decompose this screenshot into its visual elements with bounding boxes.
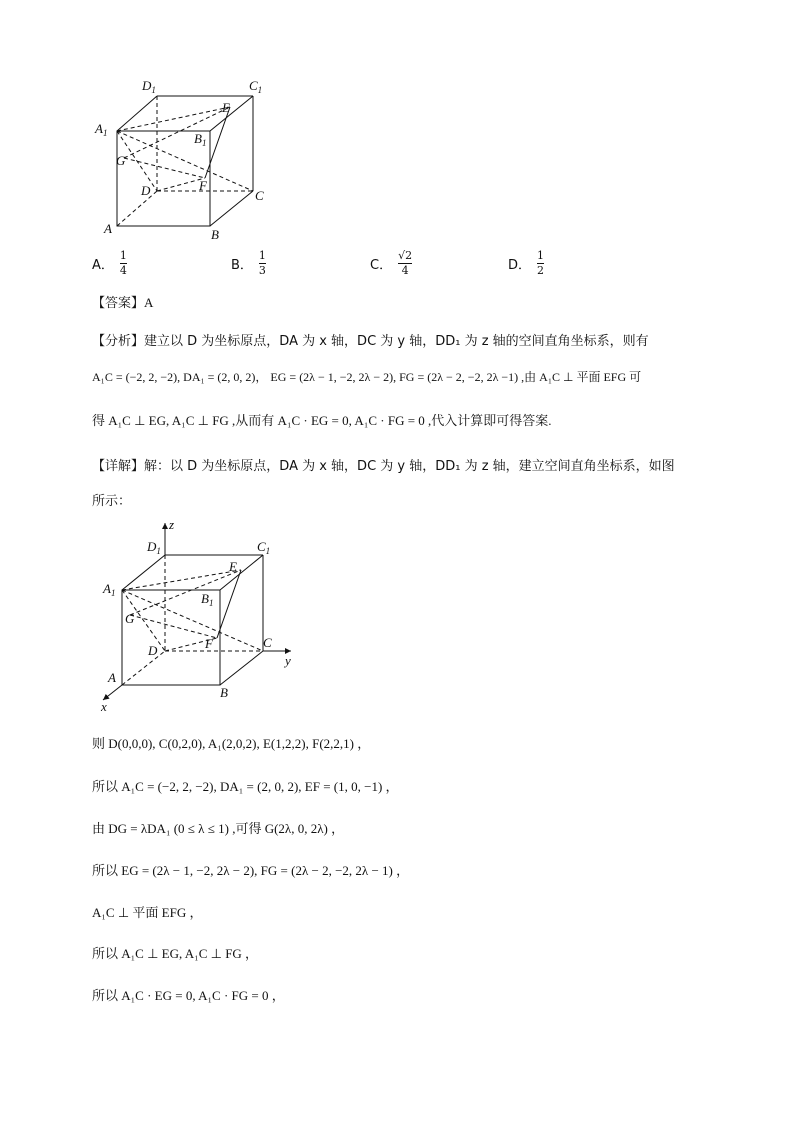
analysis-line-1: 【分析】建立以 D 为坐标原点，DA 为 x 轴，DC 为 y 轴，DD₁ 为 z 轴的空间直角坐标系，则有 (92, 334, 649, 349)
analysis-line-3: 得 A₁C ⊥ EG, A₁C ⊥ FG ,从而有 A₁C · EG = 0, A₁C · FG = 0 ,代入计算即可得答案. (92, 413, 552, 428)
detail-line-2: 所示： (92, 494, 132, 509)
axis-y-label: y (285, 653, 291, 668)
fraction: $\frac{1}{3}$ (258, 249, 266, 277)
label-D1: D (142, 78, 152, 93)
step-1: 则 D(0,0,0), C(0,2,0), A₁(2,0,2), E(1,2,2), F(2,2,1) ， (92, 736, 371, 751)
step-3: 由 DG = λDA₁ (0 ≤ λ ≤ 1) ,可得 G(2λ, 0, 2λ) ， (92, 821, 345, 836)
cube-diagram-2 (95, 515, 315, 715)
label-D: D (141, 183, 151, 198)
analysis-line-2: A₁C = (−2, 2, −2), DA₁ = (2, 0, 2)， EG = (2λ − 1, −2, 2λ − 2), FG = (2λ − 2, −2, 2λ −1) ,由 A₁C ⊥ 平面 EFG 可 (92, 370, 642, 384)
step-2: 所以 A₁C = (−2, 2, −2), DA₁ = (2, 0, 2), EF = (1, 0, −1) ， (92, 779, 399, 794)
answer-value: A (144, 295, 154, 310)
step-5: A₁C ⊥ 平面 EFG ， (92, 905, 203, 920)
detail-tag: 【详解】 (92, 459, 145, 474)
svg-text:C1: $C_1$ (249, 78, 263, 95)
cube-figure-2 (95, 515, 315, 715)
step-6: 所以 A₁C ⊥ EG, A₁C ⊥ FG ， (92, 946, 259, 961)
svg-text:A1: $A_1$ (103, 581, 116, 598)
option-d[interactable]: D． $\frac{1}{2}$ (508, 249, 545, 277)
svg-text:E: E (229, 559, 237, 574)
label-B: B (211, 227, 219, 242)
svg-text:C1: $C_1$ (257, 539, 271, 556)
svg-text:B1: $B_1$ (201, 591, 214, 608)
svg-text:A1: $A_1$ (95, 121, 108, 138)
label-G: G (116, 153, 126, 168)
cube-diagram-1 (90, 75, 290, 245)
svg-text:B: B (220, 685, 228, 700)
axis-x-label: x (101, 699, 107, 714)
label-A: A (104, 221, 112, 236)
fraction: $\frac{1}{2}$ (537, 249, 545, 277)
answer-tag: 【答案】 (92, 296, 145, 311)
option-b[interactable]: B． $\frac{1}{3}$ (231, 249, 266, 277)
option-c[interactable]: C． $\frac{√2}{4}$ (370, 249, 413, 277)
label-C: C (255, 188, 264, 203)
svg-text:C: C (263, 635, 272, 650)
option-a[interactable]: A． $\frac{1}{4}$ (92, 249, 127, 277)
label-F: F (199, 178, 207, 193)
step-4: 所以 EG = (2λ − 1, −2, 2λ − 2), FG = (2λ − 2, −2, 2λ − 1) ， (92, 863, 410, 878)
axis-z-label: z (169, 517, 175, 532)
svg-text:D1: $D_1$ (142, 78, 156, 95)
svg-text:A: A (108, 670, 116, 685)
cube-figure-1 (90, 75, 290, 245)
svg-text:G: G (125, 611, 135, 626)
detail-line-1: 【详解】解：以 D 为坐标原点，DA 为 x 轴，DC 为 y 轴，DD₁ 为 z 轴，建立空间直角坐标系，如图 (92, 459, 675, 474)
svg-text:B1: $B_1$ (194, 131, 207, 148)
svg-text:D: D (148, 643, 158, 658)
svg-text:F: F (205, 636, 213, 651)
step-7: 所以 A₁C · EG = 0, A₁C · FG = 0 ， (92, 988, 285, 1003)
fraction: $\frac{1}{4}$ (119, 249, 127, 277)
answer-line (92, 292, 153, 311)
fraction: $\frac{√2}{4}$ (398, 249, 413, 277)
analysis-tag: 【分析】 (92, 334, 145, 349)
svg-text:D1: $D_1$ (147, 539, 161, 556)
label-E: E (222, 100, 230, 115)
